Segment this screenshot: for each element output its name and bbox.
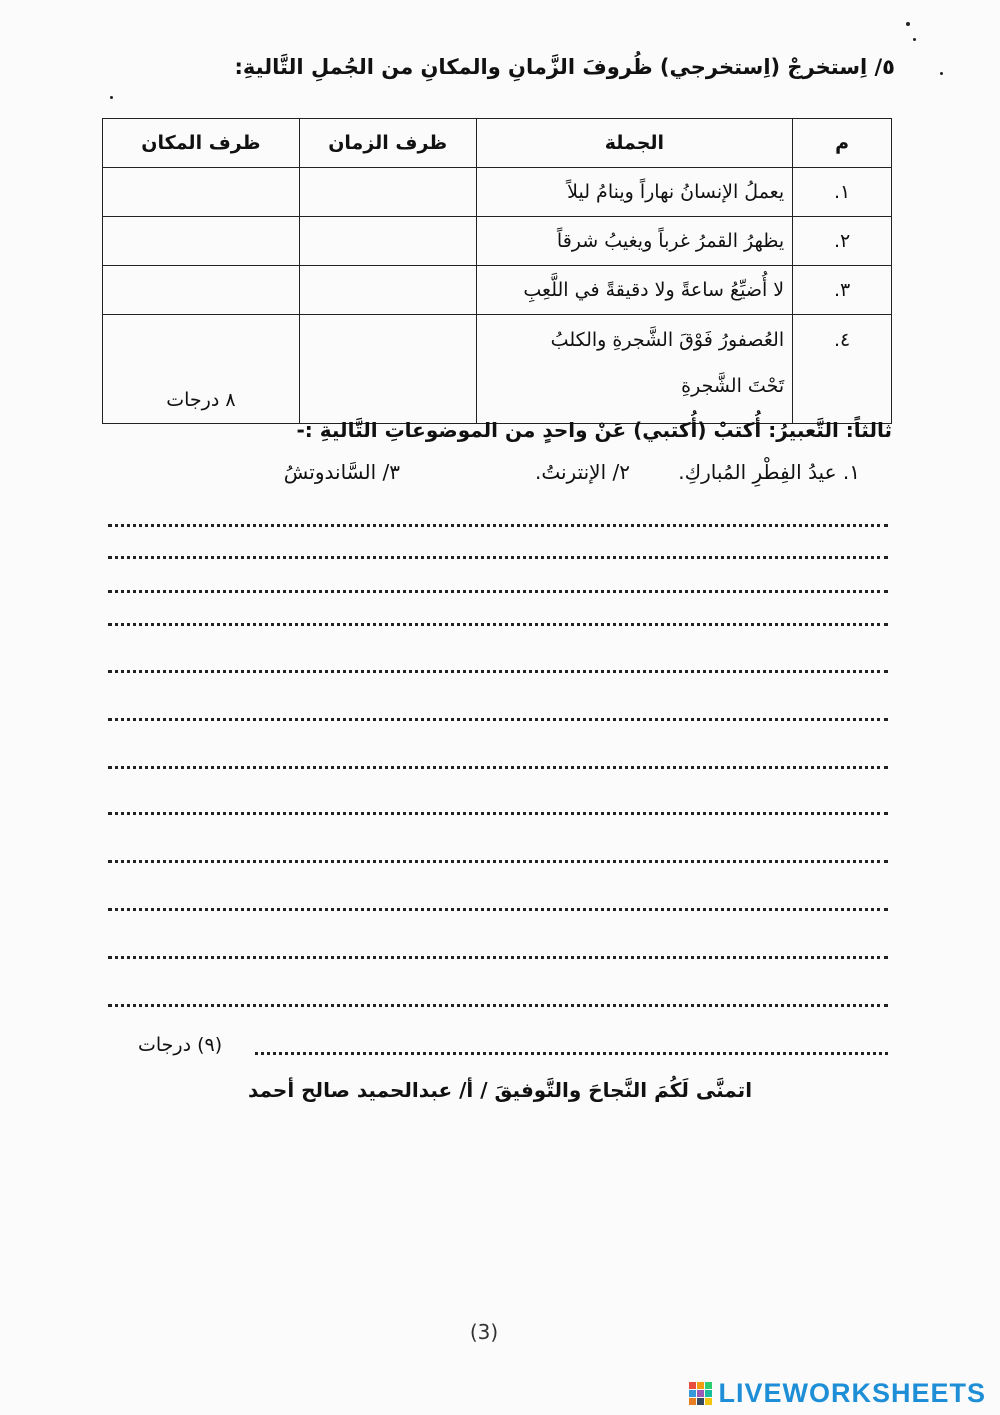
logo-square: [689, 1382, 696, 1389]
row-sentence-line2: تَحْتَ الشَّجرةِ: [681, 375, 785, 397]
writing-line[interactable]: [108, 956, 888, 959]
row-sentence: يظهرُ القمرُ غرباً ويغيبُ شرقاً: [476, 217, 793, 266]
header-sentence: الجملة: [476, 119, 793, 168]
logo-square: [705, 1382, 712, 1389]
logo-square: [689, 1398, 696, 1405]
row-sentence-line1: العُصفورُ فَوْقَ الشَّجرةِ والكلبُ: [550, 329, 785, 351]
row-sentence: لا أُضيِّعُ ساعةً ولا دقيقةً في اللَّعِبِ: [476, 266, 793, 315]
brand-name: LIVEWORKSHEETS: [718, 1378, 986, 1408]
table-row: [103, 217, 892, 266]
liveworksheets-logo-icon: [689, 1382, 712, 1405]
writing-line[interactable]: [108, 590, 888, 593]
marks-label: (٩) درجات: [138, 1034, 226, 1056]
row-sentence: يعملُ الإنسانُ نهاراً وينامُ ليلاً: [476, 168, 793, 217]
header-time-adverb: ظرف الزمان: [299, 119, 476, 168]
topic-item: ١. عيدُ الفِطْرِ المُباركِ.: [678, 460, 860, 484]
header-num: م: [793, 119, 892, 168]
scan-speck: [913, 38, 916, 41]
place-answer-cell[interactable]: [103, 168, 300, 217]
adverbs-table: [102, 118, 892, 424]
time-answer-cell[interactable]: [299, 266, 476, 315]
writing-line[interactable]: [108, 718, 888, 721]
time-answer-cell[interactable]: [299, 168, 476, 217]
table-row: [103, 315, 892, 424]
logo-square: [697, 1390, 704, 1397]
marks-label: ٨ درجات: [103, 315, 300, 424]
time-answer-cell[interactable]: [299, 217, 476, 266]
logo-square: [705, 1390, 712, 1397]
writing-line[interactable]: [108, 670, 888, 673]
row-num: ٢.: [793, 217, 892, 266]
time-answer-cell[interactable]: [299, 315, 476, 424]
logo-square: [705, 1398, 712, 1405]
table-row: [103, 168, 892, 217]
table-row: [103, 266, 892, 315]
writing-line[interactable]: [108, 812, 888, 815]
logo-square: [689, 1390, 696, 1397]
writing-line[interactable]: [108, 908, 888, 911]
writing-line[interactable]: [108, 860, 888, 863]
writing-line[interactable]: [108, 766, 888, 769]
place-answer-cell[interactable]: [103, 266, 300, 315]
logo-square: [697, 1382, 704, 1389]
writing-line[interactable]: [108, 556, 888, 559]
writing-line[interactable]: [108, 524, 888, 527]
topic-list: [160, 460, 860, 484]
logo-square: [697, 1398, 704, 1405]
closing-wish: اتمنَّى لَكُمَ النَّجاحَ والتَّوفيقَ / أ/ عبدالحميد صالح أحمد: [247, 1078, 753, 1102]
topic-item: ٣/ السَّاندوتشُ: [283, 460, 400, 484]
section-3-title: ثالثاً: التَّعبيرُ: أُكتبْ (أُكتبي) عَنْ واحدٍ من الموضوعاتِ التَّاليةِ :-: [296, 418, 892, 442]
scan-speck: [906, 22, 910, 26]
writing-line[interactable]: [255, 1052, 888, 1055]
row-num: ٣.: [793, 266, 892, 315]
page-number: (3): [469, 1320, 499, 1344]
scan-speck: [110, 96, 113, 99]
table-header-row: [103, 119, 892, 168]
writing-line[interactable]: [108, 1004, 888, 1007]
row-num: ٤.: [793, 315, 892, 424]
writing-line[interactable]: [108, 623, 888, 626]
place-answer-cell[interactable]: [103, 217, 300, 266]
row-num: ١.: [793, 168, 892, 217]
scan-speck: [940, 72, 943, 75]
row-sentence: [476, 315, 793, 424]
question-5-title: ٥/ اِستخرجْ (اِستخرجي) ظُروفَ الزَّمانِ والمكانِ من الجُملِ التَّاليةِ:: [234, 55, 895, 79]
header-place-adverb: ظرف المكان: [103, 119, 300, 168]
topic-item: ٢/ الإنترنتُ.: [534, 460, 630, 484]
liveworksheets-footer: [689, 1378, 986, 1409]
